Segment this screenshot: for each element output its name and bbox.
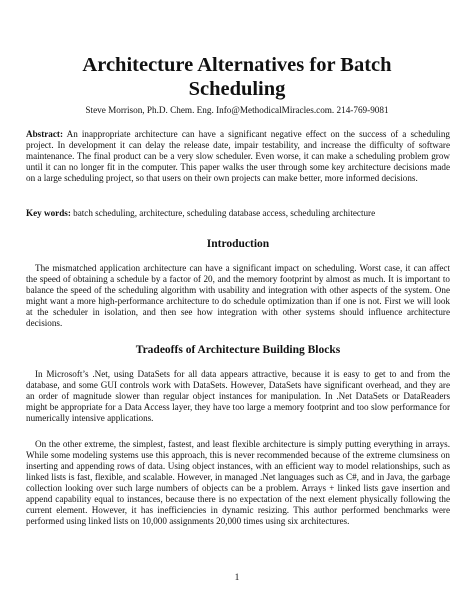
introduction-paragraph: The mismatched application architecture can have a significant impact on scheduling. Worst case, it can affect the speed of obtaining a schedule by a factor of 20, and the memory footprint by almost as much. It is important to balance the speed of the scheduling algorithm with usability and integration with other aspects of the system. One might want a more high-performance architecture to do schedule optimization than if one is not. First we will look at the scheduler in isolation, and then see how integration with other systems should influence architecture decisions. — [26, 263, 450, 329]
tradeoffs-paragraph-2: On the other extreme, the simplest, fastest, and least flexible architecture is simply putting everything in arrays. While some modeling systems use this approach, this is never recommended because of the extreme clumsiness on inserting and appending rows of data. Using object instances, with an efficient way to model relationships, such as linked lists is fast, flexible, and scalable. However, in managed .Net languages such as C#, and in Java, the garbage collection looking over such large numbers of objects can be a problem. Arrays + linked lists gave insertion and append capability equal to instances, because there is no expectation of the next element physically following the current element. However, it has inefficiencies in dynamic resizing. This author performed benchmarks were performed using linked lists on 10,000 assignments 20,000 times using six architectures. — [26, 439, 450, 527]
tradeoffs-heading: Tradeoffs of Architecture Building Blocks — [135, 344, 341, 356]
abstract-text: An inappropriate architecture can have a significant negative effect on the success of a scheduling project. In development it can delay the release date, impair testability, and increase the difficulty of software maintenance. The final product can be a very slow scheduler. Even worse, it can make a scheduling problem grow until it can no longer fit in the computer. This paper walks the user through some key architecture decisions made on a large scheduling project, so that users on their own projects can make better, more informed decisions. — [26, 129, 450, 184]
paper-title: Architecture Alternatives for Batch Scheduling — [82, 54, 392, 100]
keywords-label: Key words: — [26, 208, 71, 218]
author-line: Steve Morrison, Ph.D. Chem. Eng. Info@MethodicalMiracles.com. 214-769-9081 — [85, 105, 389, 115]
tradeoffs-paragraph-1: In Microsoft’s .Net, using DataSets for all data appears attractive, because it is easy to get to and from the database, and some GUI controls work with DataSets. However, DataSets have significant overhead, and they are an order of magnitude slower than regular object instances for manipulation. In .Net DataSets or DataReaders might be appropriate for a Data Access layer, they have too large a memory footprint and too slow performance for numerically intensive applications. — [26, 369, 450, 424]
keywords-paragraph — [26, 208, 450, 219]
keywords-text: batch scheduling, architecture, scheduling database access, scheduling architecture — [70, 208, 376, 218]
abstract-paragraph — [26, 129, 450, 184]
page-number: 1 — [234, 573, 240, 583]
abstract-label: Abstract: — [26, 129, 63, 139]
introduction-heading: Introduction — [206, 238, 270, 250]
